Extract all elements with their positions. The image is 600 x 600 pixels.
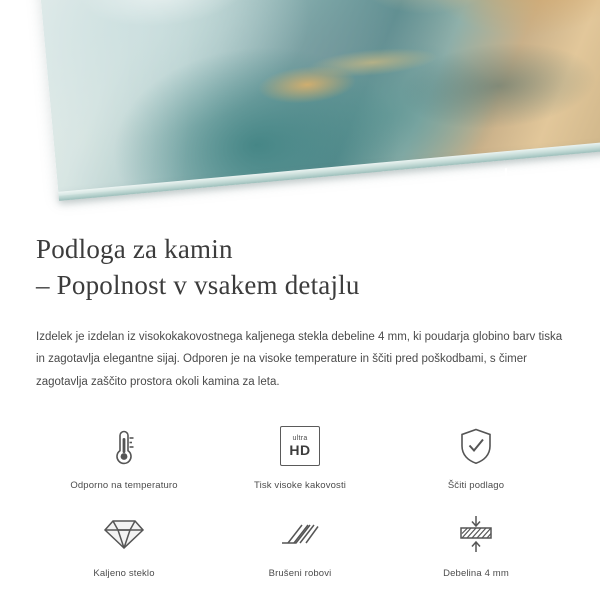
feature-item-temperature-resistant [36,423,212,491]
thermometer-icon [109,423,139,469]
diamond-icon [103,511,145,557]
feature-item-polished-edges [212,511,388,579]
glass-panel-artwork [38,0,600,196]
thickness-icon [455,511,497,557]
feature-label: Brušeni robovi [268,568,332,580]
glass-panel-illustration [0,0,600,222]
polished-edges-icon [278,511,322,557]
feature-item-tempered-glass [36,511,212,579]
hero-image [0,0,600,222]
ultra-hd-badge-main: HD [289,442,311,459]
feature-label: Odporno na temperaturo [70,480,178,492]
feature-label: Tisk visoke kakovosti [253,480,347,492]
feature-label: Ščiti podlago [447,480,505,492]
feature-item-surface-protection [388,423,564,491]
headline-line-1: Podloga za kamin [36,234,233,264]
ultra-hd-icon [280,423,320,469]
shield-check-icon [457,423,495,469]
feature-label: Debelina 4 mm [443,568,509,580]
description-paragraph: Izdelek je izdelan iz visokokakovostnega kaljenega stekla debeline 4 mm, ki poudarja globino barv tiska in zagotavlja elegantne sijaj. Odporen je na visoke temperature in ščiti pred poškodbami, s čimer zagotavlja zaščito prostora okoli kamina za leta. [36,330,563,388]
feature-label: Kaljeno steklo [93,568,155,580]
feature-grid [36,423,564,579]
feature-item-thickness [388,511,564,579]
page-title [36,222,564,304]
ultra-hd-badge-top: ultra [292,435,308,443]
content-section [0,222,600,579]
headline-line-2: – Popolnost v vsakem detajlu [36,269,360,300]
feature-item-print-quality [212,423,388,491]
